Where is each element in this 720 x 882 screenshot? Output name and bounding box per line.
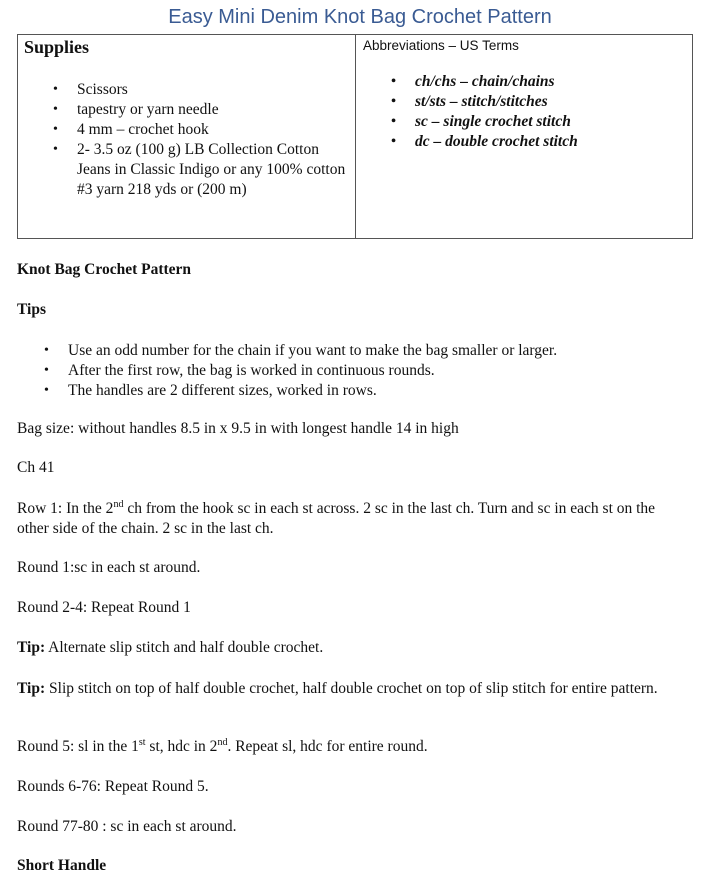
list-item: • Use an odd number for the chain if you want to make the bag smaller or larger. [68,341,557,361]
tip-label: Tip: [17,639,46,656]
tip-label: Tip: [17,680,46,697]
tips-list [68,341,557,401]
list-item: • 2- 3.5 oz (100 g) LB Collection Cotton Jeans in Classic Indigo or any 100% cotton #3 yarn 218 yds or (200 m) [77,140,349,200]
list-item: • sc – single crochet stitch [415,112,692,132]
list-item: • st/sts – stitch/stitches [415,92,692,112]
list-item: • After the first row, the bag is worked in continuous rounds. [68,361,557,381]
round-2-4-instruction: Round 2-4: Repeat Round 1 [17,599,191,616]
tip-1: Tip: Alternate slip stitch and half double crochet. [17,639,324,656]
list-item: • tapestry or yarn needle [77,100,355,120]
tips-heading: Tips [17,301,47,318]
list-item: • Scissors [77,80,355,100]
rounds-77-80-instruction: Round 77-80 : sc in each st around. [17,818,237,835]
supplies-cell [18,35,356,239]
supplies-table [17,34,693,239]
chain-count: Ch 41 [17,459,55,476]
abbreviations-cell [356,35,693,239]
list-item: • dc – double crochet stitch [415,132,692,152]
abbreviations-heading: Abbreviations – US Terms [363,38,519,53]
short-handle-heading: Short Handle [17,857,107,874]
bag-size: Bag size: without handles 8.5 in x 9.5 in with longest handle 14 in high [17,420,459,437]
list-item: • ch/chs – chain/chains [415,72,692,92]
supplies-list [77,80,355,200]
row-1-instruction: Row 1: In the 2nd ch from the hook sc in each st across. 2 sc in the last ch. Turn and sc in each st on the other side of the chain. 2 sc in the last ch. [17,498,656,537]
rounds-6-76-instruction: Rounds 6-76: Repeat Round 5. [17,778,209,795]
round-5-instruction: Round 5: sl in the 1st st, hdc in 2nd. Repeat sl, hdc for entire round. [17,736,428,755]
tip-2: Tip: Slip stitch on top of half double crochet, half double crochet on top of slip stitch for entire pattern. [17,680,658,697]
round-1-instruction: Round 1:sc in each st around. [17,559,201,576]
pattern-heading: Knot Bag Crochet Pattern [17,261,192,278]
supplies-heading: Supplies [24,37,90,57]
list-item: • 4 mm – crochet hook [77,120,355,140]
document-title: Easy Mini Denim Knot Bag Crochet Pattern [168,6,552,28]
abbreviations-list [415,72,692,152]
list-item: • The handles are 2 different sizes, worked in rows. [68,381,557,401]
